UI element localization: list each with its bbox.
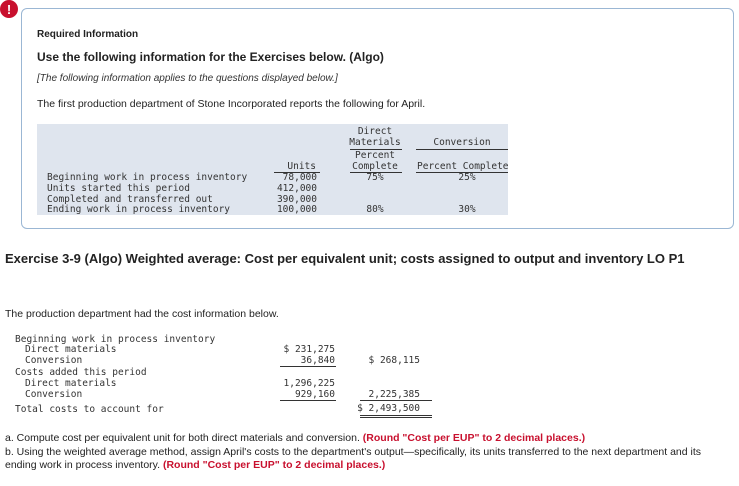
beginning-dm-label: Direct materials	[25, 344, 117, 355]
beginning-dm-value: $ 231,275	[283, 344, 335, 355]
row-beginning-units: 78,000	[282, 172, 317, 183]
applies-note: [The following information applies to the questions displayed below.]	[37, 73, 338, 84]
dm-complete-header: Complete	[352, 161, 398, 172]
row-beginning-label: Beginning work in process inventory	[47, 172, 248, 183]
row-ending-units: 100,000	[276, 204, 317, 215]
beginning-conv-value: 36,840	[300, 355, 335, 366]
beginning-conv-label: Conversion	[25, 355, 83, 366]
instructions-heading: Use the following information for the Exercises below. (Algo)	[37, 50, 384, 64]
added-total-value: 2,225,385	[368, 389, 420, 400]
dm-percent-header: Percent	[354, 150, 396, 161]
added-subtotal-underline	[280, 400, 336, 401]
question-a-note: (Round "Cost per EUP" to 2 decimal places.)	[362, 432, 586, 444]
question-b	[5, 446, 730, 472]
beginning-total-value: $ 268,115	[368, 355, 420, 366]
beginning-subtotal-underline	[280, 366, 336, 367]
row-beginning-conv: 25%	[458, 172, 476, 183]
added-conv-label: Conversion	[25, 389, 83, 400]
beginning-wip-label: Beginning work in process inventory	[15, 334, 216, 345]
total-underline	[360, 400, 432, 401]
row-ending-label: Ending work in process inventory	[47, 204, 231, 215]
added-conv-value: 929,160	[294, 389, 335, 400]
added-dm-value: 1,296,225	[283, 378, 335, 389]
row-ending-conv: 30%	[458, 204, 476, 215]
row-beginning-dm: 75%	[366, 172, 384, 183]
alert-icon: !	[0, 0, 18, 18]
row-completed-label: Completed and transferred out	[47, 194, 213, 205]
row-started-label: Units started this period	[47, 183, 190, 194]
question-b-text: b. Using the weighted average method, assign April's costs to the department's output—specifically, its units transferred to the next department and its ending work in process inventory.	[5, 446, 702, 471]
required-information-heading: Required Information	[37, 29, 139, 40]
intro-text: The first production department of Stone Incorporated reports the following for April.	[37, 98, 426, 110]
row-started-units: 412,000	[276, 183, 317, 194]
conversion-header-underline	[416, 149, 508, 150]
added-dm-label: Direct materials	[25, 378, 117, 389]
dm-header-materials: Materials	[349, 137, 401, 148]
total-double-underline-2	[360, 417, 432, 418]
question-a-text: a. Compute cost per equivalent unit for both direct materials and conversion.	[5, 432, 363, 444]
dm-header-top: Direct	[357, 126, 393, 137]
production-text: The production department had the cost information below.	[5, 308, 279, 320]
question-a	[5, 432, 730, 445]
total-costs-value: $ 2,493,500	[357, 403, 420, 414]
costs-added-label: Costs added this period	[15, 367, 147, 378]
total-costs-label: Total costs to account for	[15, 404, 164, 415]
exercise-title: Exercise 3-9 (Algo) Weighted average: Cost per equivalent unit; costs assigned to output and inventory LO P1	[5, 251, 685, 266]
units-header: Units	[287, 161, 316, 172]
row-ending-dm: 80%	[366, 204, 384, 215]
conversion-header: Conversion	[433, 137, 491, 148]
row-completed-units: 390,000	[276, 194, 317, 205]
total-double-underline-1	[360, 415, 432, 416]
cost-table	[5, 330, 435, 418]
question-b-note: (Round "Cost per EUP" to 2 decimal places.)	[162, 459, 386, 471]
units-table	[37, 124, 508, 215]
conversion-percent-header: Percent Complete	[417, 161, 509, 172]
